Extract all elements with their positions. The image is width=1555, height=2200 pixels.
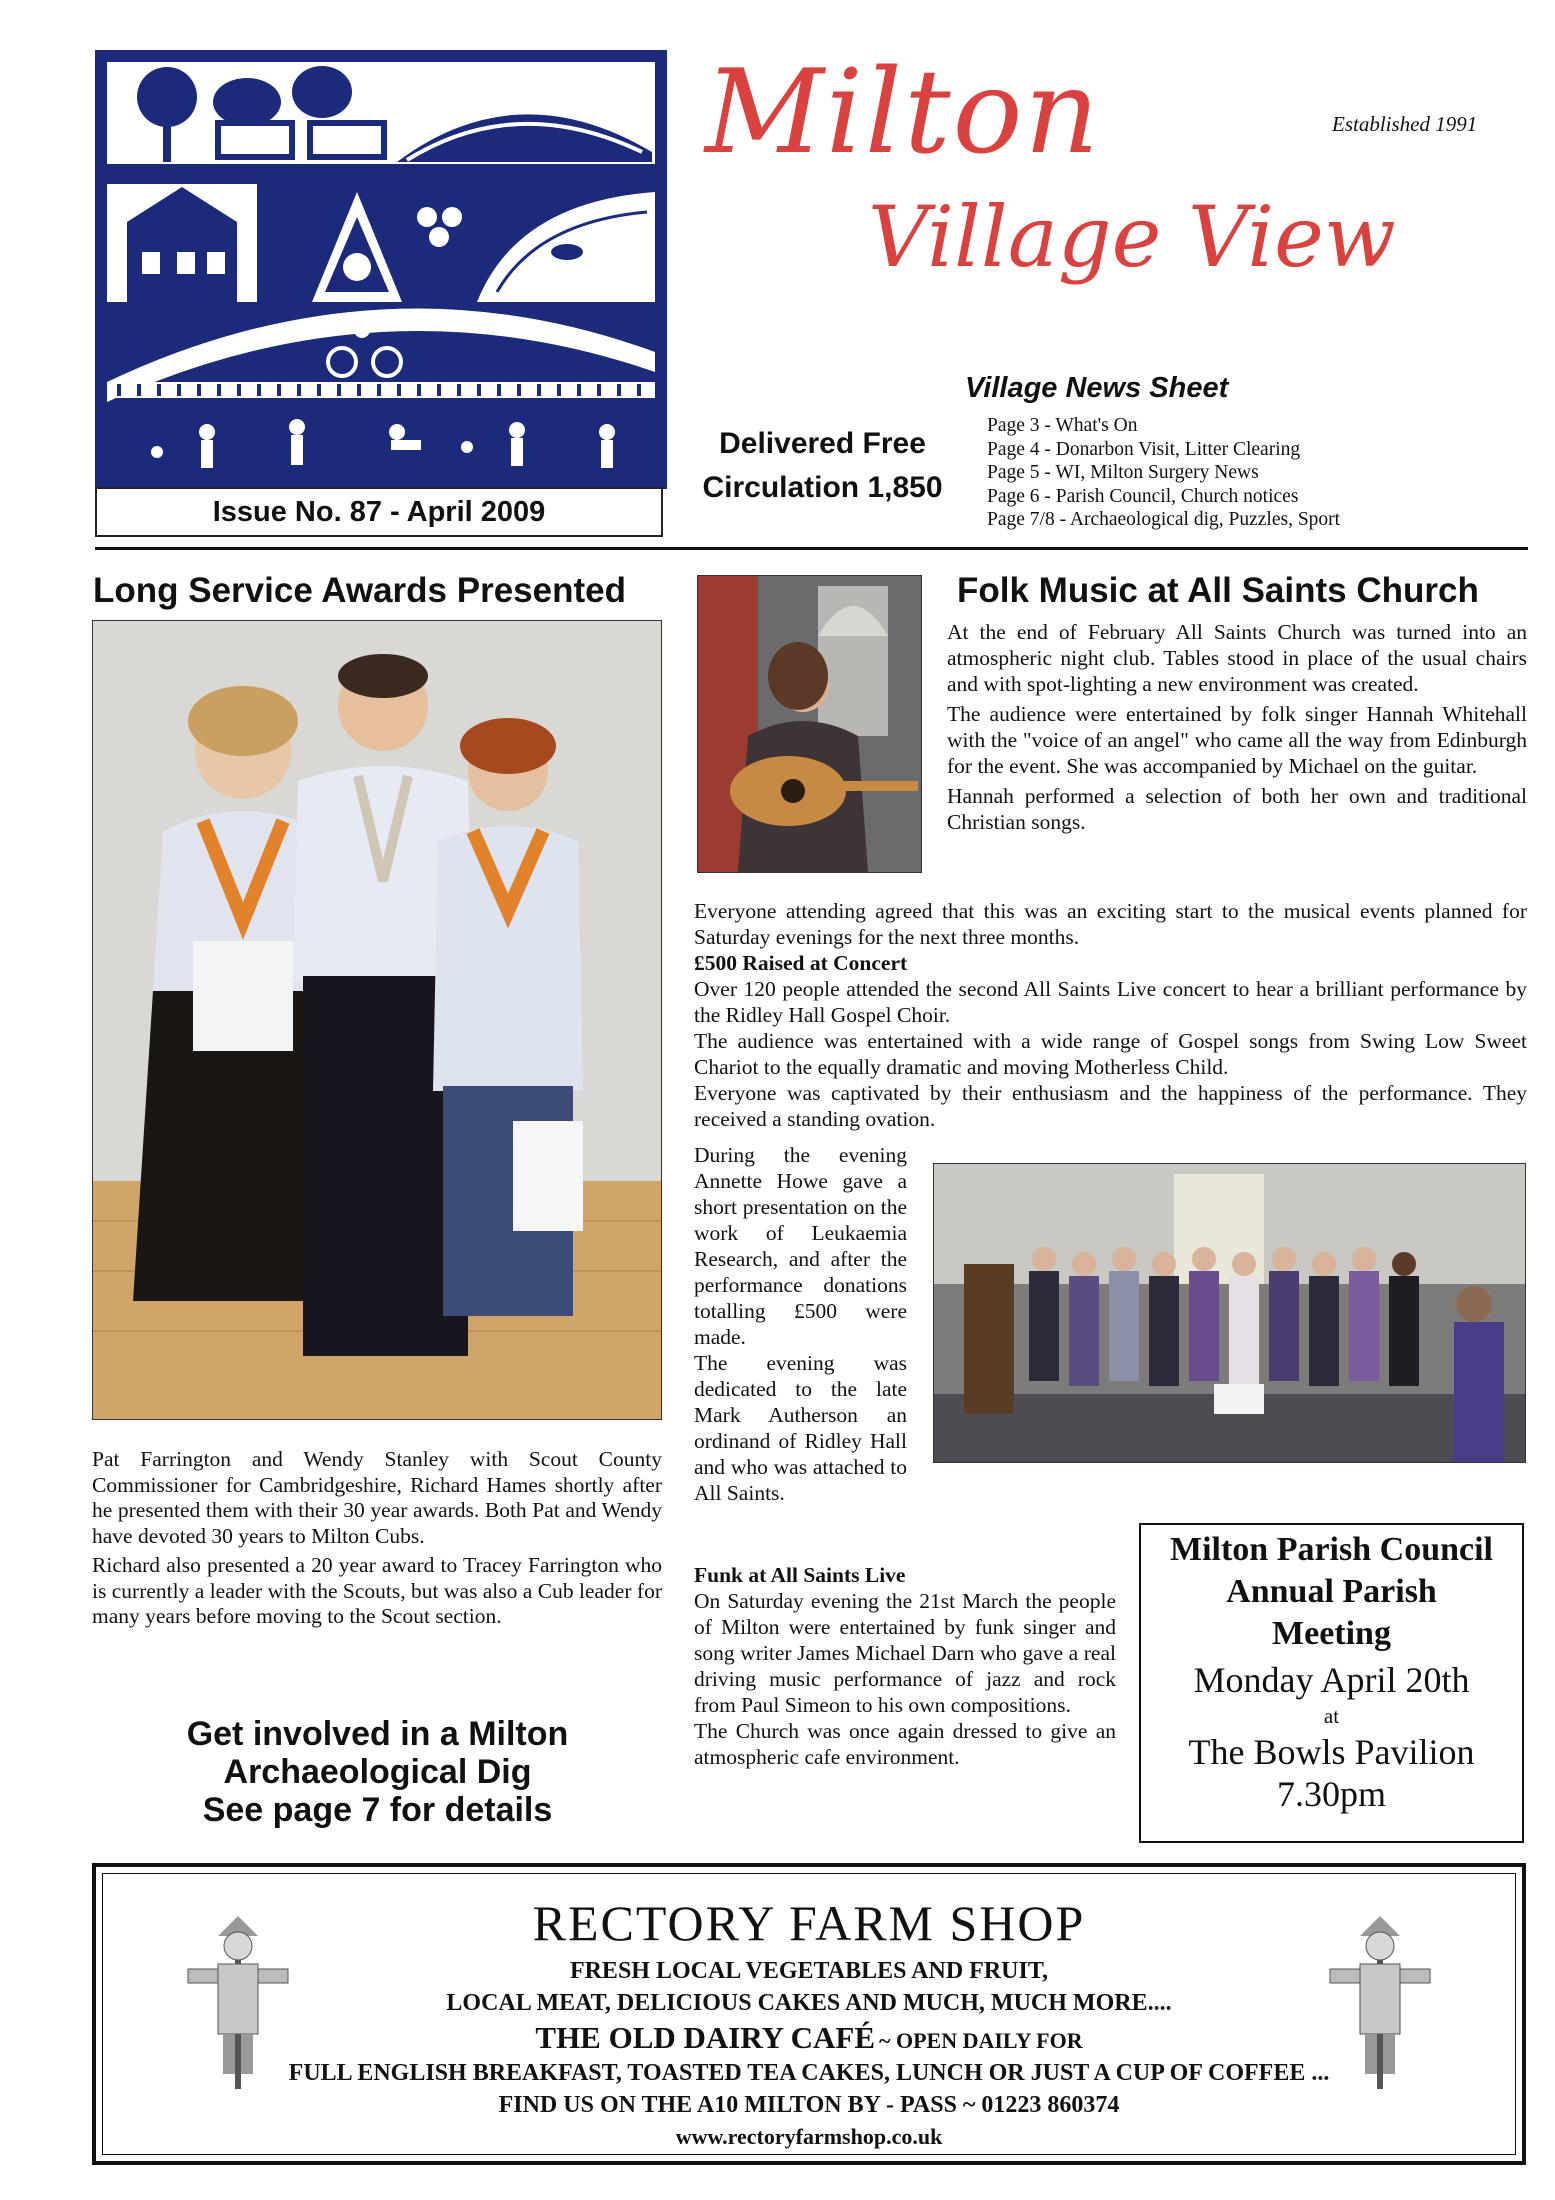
awards-caption <box>92 1447 662 1630</box>
concert-paragraph: Everyone was captivated by their enthusiasm and the happiness of the performance. They received a standing ovation. <box>694 1081 1527 1131</box>
funk-subheading: Funk at All Saints Live <box>694 1563 906 1587</box>
contents-item: Page 6 - Parish Council, Church notices <box>987 485 1299 507</box>
concert-paragraph: During the evening Annette Howe gave a short presentation on the work of Leukaemia Research, and after the performance donations totalling £500 were made. <box>694 1143 907 1349</box>
parish-at: at <box>1323 1704 1340 1728</box>
archaeology-line2: Archaeological Dig <box>223 1753 532 1791</box>
concert-subheading: £500 Raised at Concert <box>694 951 908 975</box>
parish-meeting-notice <box>1139 1523 1524 1843</box>
parish-line: Milton Parish Council <box>1169 1531 1494 1568</box>
contents-item: Page 4 - Donarbon Visit, Litter Clearing <box>987 438 1301 460</box>
delivered-free: Delivered Free <box>719 427 926 460</box>
ad-line: LOCAL MEAT, DELICIOUS CAKES AND MUCH, MUCH MORE.... <box>446 1990 1172 2016</box>
scout-photo-image <box>93 621 661 1419</box>
rectory-farm-shop-advert <box>92 1863 1526 2165</box>
advert-inner-border <box>102 1873 1516 2155</box>
delivery-info <box>700 422 945 510</box>
contents-item: Page 5 - WI, Milton Surgery News <box>987 462 1259 483</box>
folk-singer-photo <box>697 575 922 873</box>
masthead-divider <box>95 547 1528 550</box>
folk-paragraph: The audience were entertained by folk singer Hannah Whitehall with the "voice of an angel" who came all the way from Edinburgh for the event. She was accompanied by Michael on the guitar. <box>947 702 1527 778</box>
folk-headline: Folk Music at All Saints Church <box>957 571 1479 610</box>
issue-number: Issue No. 87 - April 2009 <box>95 487 663 537</box>
ad-line: FRESH LOCAL VEGETABLES AND FRUIT, <box>569 1958 1049 1984</box>
archaeology-line3: See page 7 for details <box>202 1791 553 1829</box>
masthead-title-village-view: Village View <box>868 188 1396 286</box>
folk-article-body <box>694 898 1527 1132</box>
contents-item: Page 3 - What's On <box>987 415 1138 436</box>
awards-headline: Long Service Awards Presented <box>93 571 626 610</box>
folk-photo-image <box>698 576 921 872</box>
news-sheet-label: Village News Sheet <box>965 372 1229 404</box>
folk-article-intro <box>947 619 1527 839</box>
parish-date: Monday April 20th <box>1193 1660 1470 1700</box>
parish-venue: The Bowls Pavilion <box>1188 1732 1475 1772</box>
concert-paragraph: Over 120 people attended the second All Saints Live concert to hear a brilliant performance by the Ridley Hall Gospel Choir. <box>694 977 1527 1027</box>
concert-narrow-column <box>694 1142 907 1506</box>
ad-location: FIND US ON THE A10 MILTON BY - PASS ~ 01223 860374 <box>498 2092 1120 2118</box>
folk-paragraph: Hannah performed a selection of both her own and traditional Christian songs. <box>947 784 1527 834</box>
choir-photo-image <box>934 1164 1525 1462</box>
parish-line: Annual Parish <box>1226 1573 1437 1610</box>
awards-caption-p1: Pat Farrington and Wendy Stanley with Scout County Commissioner for Cambridgeshire, Richard Hames shortly after he presented them with their 30 year awards. Both Pat and Wendy have devoted 30 years to Milton Cubs. <box>92 1447 662 1548</box>
parish-time: 7.30pm <box>1276 1774 1386 1814</box>
archaeology-line1: Get involved in a Milton <box>186 1715 569 1753</box>
shop-name: RECTORY FARM SHOP <box>532 1895 1086 1951</box>
parish-line: Meeting <box>1272 1615 1391 1652</box>
scout-leaders-photo <box>92 620 662 1420</box>
funk-article <box>694 1562 1116 1770</box>
archaeology-notice <box>110 1715 645 1829</box>
masthead-title-milton: Milton <box>705 45 1102 180</box>
cafe-line <box>103 2020 1515 2056</box>
folk-paragraph: At the end of February All Saints Church was turned into an atmospheric night club. Tables stood in place of the usual chairs and with spot-lighting a new environment was created. <box>947 620 1527 696</box>
cafe-open: ~ OPEN DAILY FOR <box>879 2028 1083 2053</box>
village-logo-illustration <box>95 50 667 489</box>
gospel-choir-photo <box>933 1163 1526 1463</box>
concert-paragraph: The evening was dedicated to the late Mark Autherson an ordinand of Ridley Hall and who was attached to All Saints. <box>694 1351 907 1505</box>
shop-website[interactable]: www.rectoryfarmshop.co.uk <box>675 2124 943 2149</box>
established-date: Established 1991 <box>1332 112 1478 136</box>
funk-paragraph: On Saturday evening the 21st March the people of Milton were entertained by funk singer and song writer James Michael Darn who gave a real driving music performance of jazz and rock from Paul Simeon to his own compositions. <box>694 1589 1116 1717</box>
contents-item: Page 7/8 - Archaeological dig, Puzzles, Sport <box>987 509 1341 530</box>
ad-line: FULL ENGLISH BREAKFAST, TOASTED TEA CAKES, LUNCH OR JUST A CUP OF COFFEE ... <box>288 2060 1330 2086</box>
circulation: Circulation 1,850 <box>702 471 943 504</box>
cafe-name: THE OLD DAIRY CAFÉ <box>535 2020 876 2055</box>
folk-paragraph: Everyone attending agreed that this was an exciting start to the musical events planned for Saturday evenings for the next three months. <box>694 899 1527 949</box>
concert-paragraph: The audience was entertained with a wide range of Gospel songs from Swing Low Sweet Chariot to the equally dramatic and moving Motherless Child. <box>694 1029 1527 1079</box>
awards-caption-p2: Richard also presented a 20 year award to Tracey Farrington who is currently a leader with the Scouts, but was also a Cub leader for many years before moving to the Scout section. <box>92 1553 662 1628</box>
funk-paragraph: The Church was once again dressed to give an atmospheric cafe environment. <box>694 1719 1116 1769</box>
contents-list <box>987 414 1340 532</box>
logo-artwork <box>97 52 665 487</box>
